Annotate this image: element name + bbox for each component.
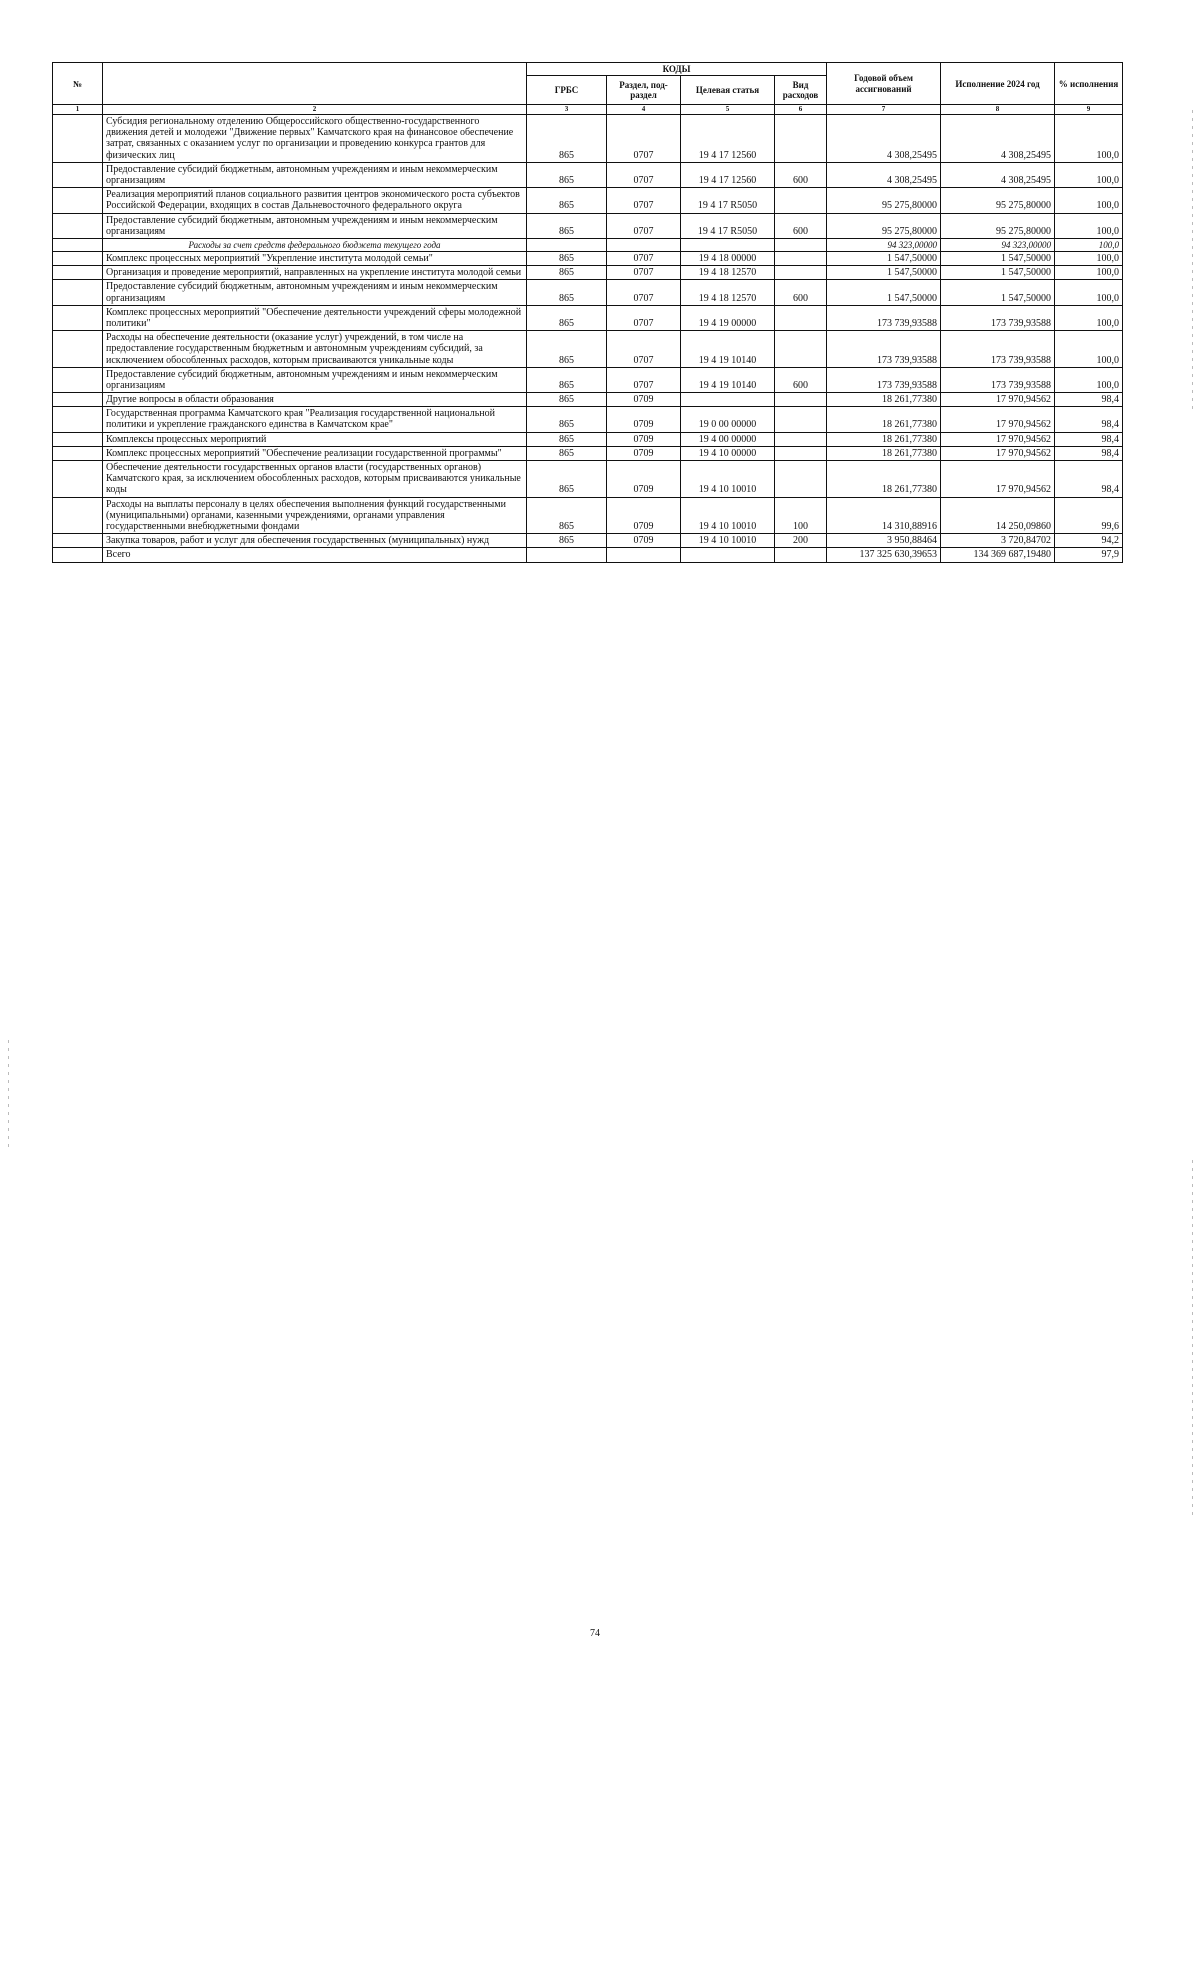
row-percent: 98,4 [1055, 461, 1123, 498]
table-row [53, 461, 1123, 498]
row-number [53, 188, 103, 213]
header-grbs: ГРБС [527, 76, 607, 105]
column-number: 2 [103, 105, 527, 115]
row-section: 0707 [607, 331, 681, 368]
row-section: 0709 [607, 432, 681, 446]
table-row [53, 534, 1123, 548]
row-number [53, 367, 103, 392]
row-target: 19 4 10 00000 [681, 446, 775, 460]
row-name: Закупка товаров, работ и услуг для обеспечения государственных (муниципальных) нужд [103, 534, 527, 548]
row-target: 19 4 00 00000 [681, 432, 775, 446]
row-expense-type [775, 266, 827, 280]
row-execution: 173 739,93588 [941, 331, 1055, 368]
header-annual: Годовой объем ассигнований [827, 63, 941, 105]
row-expense-type: 600 [775, 367, 827, 392]
table-row [53, 305, 1123, 330]
row-percent: 98,4 [1055, 407, 1123, 432]
row-section: 0707 [607, 280, 681, 305]
row-grbs [527, 548, 607, 562]
row-name: Комплекс процессных мероприятий "Обеспечение реализации государственной программы" [103, 446, 527, 460]
row-annual: 14 310,88916 [827, 497, 941, 534]
row-name: Комплекс процессных мероприятий "Укрепление института молодой семьи" [103, 252, 527, 266]
row-annual: 173 739,93588 [827, 367, 941, 392]
row-target: 19 4 17 12560 [681, 115, 775, 163]
row-number [53, 407, 103, 432]
row-section: 0707 [607, 252, 681, 266]
row-section [607, 548, 681, 562]
column-numbers-row [53, 105, 1123, 115]
budget-execution-table [52, 62, 1123, 563]
row-execution: 1 547,50000 [941, 280, 1055, 305]
table-row [53, 252, 1123, 266]
row-target: 19 4 10 10010 [681, 461, 775, 498]
row-number [53, 548, 103, 562]
row-number [53, 393, 103, 407]
row-annual: 1 547,50000 [827, 280, 941, 305]
row-name: Расходы на обеспечение деятельности (оказание услуг) учреждений, в том числе на предоставление государственным бюджетным и автономным учреждениям субсидий, за исключением обособленных расходов, которым присваиваются уникальные коды [103, 331, 527, 368]
row-section: 0707 [607, 115, 681, 163]
row-annual: 4 308,25495 [827, 115, 941, 163]
row-name: Обеспечение деятельности государственных органов власти (государственных органов) Камчатского края, за исключением обособленных расходов, которым присваиваются уникальные коды [103, 461, 527, 498]
row-target: 19 4 17 R5050 [681, 213, 775, 238]
row-execution: 17 970,94562 [941, 393, 1055, 407]
total-row [53, 548, 1123, 562]
table-row [53, 432, 1123, 446]
row-percent: 100,0 [1055, 266, 1123, 280]
row-annual: 95 275,80000 [827, 213, 941, 238]
row-name: Предоставление субсидий бюджетным, автономным учреждениям и иным некоммерческим организациям [103, 213, 527, 238]
row-percent: 98,4 [1055, 432, 1123, 446]
header-target: Целевая статья [681, 76, 775, 105]
row-number [53, 252, 103, 266]
row-number [53, 280, 103, 305]
row-grbs: 865 [527, 534, 607, 548]
row-percent: 100,0 [1055, 213, 1123, 238]
row-section: 0707 [607, 162, 681, 187]
row-annual: 94 323,00000 [827, 238, 941, 251]
column-number: 6 [775, 105, 827, 115]
row-percent: 97,9 [1055, 548, 1123, 562]
row-expense-type [775, 407, 827, 432]
row-grbs: 865 [527, 393, 607, 407]
table-row [53, 497, 1123, 534]
row-percent: 98,4 [1055, 393, 1123, 407]
row-number [53, 446, 103, 460]
row-target: 19 4 10 10010 [681, 497, 775, 534]
header-codes: КОДЫ [527, 63, 827, 76]
row-annual: 95 275,80000 [827, 188, 941, 213]
row-execution: 17 970,94562 [941, 446, 1055, 460]
row-expense-type: 600 [775, 162, 827, 187]
row-execution: 134 369 687,19480 [941, 548, 1055, 562]
row-target: 19 4 18 12570 [681, 280, 775, 305]
row-percent: 100,0 [1055, 115, 1123, 163]
row-number [53, 432, 103, 446]
row-name: Расходы за счет средств федерального бюджета текущего года [103, 238, 527, 251]
row-grbs: 865 [527, 252, 607, 266]
row-grbs [527, 238, 607, 251]
row-expense-type [775, 331, 827, 368]
row-expense-type [775, 188, 827, 213]
row-target: 19 4 17 R5050 [681, 188, 775, 213]
header-section: Раздел, под-раздел [607, 76, 681, 105]
row-target [681, 548, 775, 562]
page-number: 74 [590, 1628, 600, 1639]
row-annual: 1 547,50000 [827, 252, 941, 266]
row-percent: 100,0 [1055, 188, 1123, 213]
row-name: Организация и проведение мероприятий, направленных на укрепление института молодой семьи [103, 266, 527, 280]
row-number [53, 213, 103, 238]
row-name: Предоставление субсидий бюджетным, автономным учреждениям и иным некоммерческим организациям [103, 280, 527, 305]
row-number [53, 266, 103, 280]
row-section: 0709 [607, 446, 681, 460]
row-execution: 4 308,25495 [941, 162, 1055, 187]
row-execution: 14 250,09860 [941, 497, 1055, 534]
row-name: Государственная программа Камчатского края "Реализация государственной национальной политики и укрепление гражданского единства в Камчатском крае" [103, 407, 527, 432]
table-row [53, 407, 1123, 432]
row-execution: 94 323,00000 [941, 238, 1055, 251]
table-row [53, 188, 1123, 213]
row-name: Расходы на выплаты персоналу в целях обеспечения выполнения функций государственными (муниципальными) органами, казенными учреждениями, органами управления государственными внебюджетными фондами [103, 497, 527, 534]
row-name: Комплексы процессных мероприятий [103, 432, 527, 446]
column-number: 5 [681, 105, 775, 115]
row-percent: 100,0 [1055, 305, 1123, 330]
row-section: 0707 [607, 213, 681, 238]
table-row [53, 162, 1123, 187]
row-expense-type: 200 [775, 534, 827, 548]
table-row [53, 280, 1123, 305]
row-target: 19 4 10 10010 [681, 534, 775, 548]
row-annual: 173 739,93588 [827, 305, 941, 330]
row-annual: 18 261,77380 [827, 446, 941, 460]
row-grbs: 865 [527, 432, 607, 446]
row-section: 0709 [607, 497, 681, 534]
row-execution: 3 720,84702 [941, 534, 1055, 548]
scan-edge-mark [1192, 1160, 1193, 1520]
row-section: 0707 [607, 367, 681, 392]
row-target: 19 4 17 12560 [681, 162, 775, 187]
row-target: 19 4 18 00000 [681, 252, 775, 266]
table-row [53, 331, 1123, 368]
row-target: 19 4 19 10140 [681, 331, 775, 368]
row-annual: 173 739,93588 [827, 331, 941, 368]
row-name: Всего [103, 548, 527, 562]
row-expense-type [775, 252, 827, 266]
row-percent: 98,4 [1055, 446, 1123, 460]
row-expense-type [775, 305, 827, 330]
row-number [53, 461, 103, 498]
row-grbs: 865 [527, 367, 607, 392]
table-row [53, 393, 1123, 407]
row-annual: 1 547,50000 [827, 266, 941, 280]
column-number: 8 [941, 105, 1055, 115]
row-grbs: 865 [527, 280, 607, 305]
row-annual: 137 325 630,39653 [827, 548, 941, 562]
row-name: Предоставление субсидий бюджетным, автономным учреждениям и иным некоммерческим организациям [103, 367, 527, 392]
row-grbs: 865 [527, 115, 607, 163]
table-row [53, 238, 1123, 251]
table-row [53, 446, 1123, 460]
row-target [681, 238, 775, 251]
row-annual: 3 950,88464 [827, 534, 941, 548]
header-no: № [53, 63, 103, 105]
row-annual: 4 308,25495 [827, 162, 941, 187]
row-target: 19 4 19 00000 [681, 305, 775, 330]
column-number: 7 [827, 105, 941, 115]
row-annual: 18 261,77380 [827, 461, 941, 498]
row-target [681, 393, 775, 407]
row-grbs: 865 [527, 266, 607, 280]
row-grbs: 865 [527, 331, 607, 368]
row-section: 0707 [607, 188, 681, 213]
row-section: 0709 [607, 461, 681, 498]
row-grbs: 865 [527, 162, 607, 187]
row-expense-type [775, 238, 827, 251]
row-name: Другие вопросы в области образования [103, 393, 527, 407]
row-section: 0709 [607, 407, 681, 432]
row-execution: 1 547,50000 [941, 252, 1055, 266]
row-annual: 18 261,77380 [827, 432, 941, 446]
row-number [53, 238, 103, 251]
row-execution: 95 275,80000 [941, 188, 1055, 213]
row-percent: 100,0 [1055, 252, 1123, 266]
row-execution: 17 970,94562 [941, 432, 1055, 446]
row-expense-type [775, 393, 827, 407]
header-execution: Исполнение 2024 год [941, 63, 1055, 105]
row-section: 0707 [607, 266, 681, 280]
row-grbs: 865 [527, 213, 607, 238]
row-execution: 173 739,93588 [941, 305, 1055, 330]
row-expense-type [775, 446, 827, 460]
row-grbs: 865 [527, 446, 607, 460]
row-section: 0709 [607, 534, 681, 548]
row-execution: 4 308,25495 [941, 115, 1055, 163]
scan-edge-mark [8, 1040, 9, 1150]
row-target: 19 4 18 12570 [681, 266, 775, 280]
column-number: 9 [1055, 105, 1123, 115]
table-row [53, 367, 1123, 392]
row-grbs: 865 [527, 407, 607, 432]
row-section [607, 238, 681, 251]
row-annual: 18 261,77380 [827, 407, 941, 432]
row-grbs: 865 [527, 497, 607, 534]
header-percent: % исполнения [1055, 63, 1123, 105]
row-annual: 18 261,77380 [827, 393, 941, 407]
header-name [103, 63, 527, 105]
row-number [53, 162, 103, 187]
row-name: Предоставление субсидий бюджетным, автономным учреждениям и иным некоммерческим организациям [103, 162, 527, 187]
column-number: 3 [527, 105, 607, 115]
row-number [53, 115, 103, 163]
row-expense-type: 600 [775, 213, 827, 238]
row-percent: 94,2 [1055, 534, 1123, 548]
row-expense-type: 100 [775, 497, 827, 534]
row-percent: 100,0 [1055, 367, 1123, 392]
column-number: 1 [53, 105, 103, 115]
row-percent: 100,0 [1055, 280, 1123, 305]
scan-edge-mark [1192, 110, 1193, 410]
row-execution: 1 547,50000 [941, 266, 1055, 280]
row-expense-type [775, 432, 827, 446]
row-section: 0709 [607, 393, 681, 407]
row-target: 19 0 00 00000 [681, 407, 775, 432]
row-expense-type [775, 461, 827, 498]
row-grbs: 865 [527, 188, 607, 213]
row-number [53, 534, 103, 548]
table-body [53, 105, 1123, 562]
row-execution: 173 739,93588 [941, 367, 1055, 392]
row-grbs: 865 [527, 305, 607, 330]
budget-table-sheet [52, 62, 1122, 563]
row-expense-type [775, 548, 827, 562]
row-grbs: 865 [527, 461, 607, 498]
table-row [53, 266, 1123, 280]
row-execution: 17 970,94562 [941, 407, 1055, 432]
row-percent: 99,6 [1055, 497, 1123, 534]
row-expense-type [775, 115, 827, 163]
row-execution: 95 275,80000 [941, 213, 1055, 238]
row-percent: 100,0 [1055, 331, 1123, 368]
row-execution: 17 970,94562 [941, 461, 1055, 498]
row-percent: 100,0 [1055, 238, 1123, 251]
row-percent: 100,0 [1055, 162, 1123, 187]
table-row [53, 213, 1123, 238]
row-number [53, 331, 103, 368]
row-section: 0707 [607, 305, 681, 330]
row-name: Реализация мероприятий планов социального развития центров экономического роста субъектов Российской Федерации, входящих в состав Дальневосточного федерального округа [103, 188, 527, 213]
row-target: 19 4 19 10140 [681, 367, 775, 392]
row-number [53, 305, 103, 330]
row-name: Комплекс процессных мероприятий "Обеспечение деятельности учреждений сферы молодежной политики" [103, 305, 527, 330]
header-expense-type: Вид расходов [775, 76, 827, 105]
row-name: Субсидия региональному отделению Общероссийского общественно-государственного движения детей и молодежи "Движение первых" Камчатского края на финансовое обеспечение затрат, связанных с оказанием услуг по организации и проведению конкурса грантов для физических лиц [103, 115, 527, 163]
column-number: 4 [607, 105, 681, 115]
row-expense-type: 600 [775, 280, 827, 305]
table-row [53, 115, 1123, 163]
row-number [53, 497, 103, 534]
